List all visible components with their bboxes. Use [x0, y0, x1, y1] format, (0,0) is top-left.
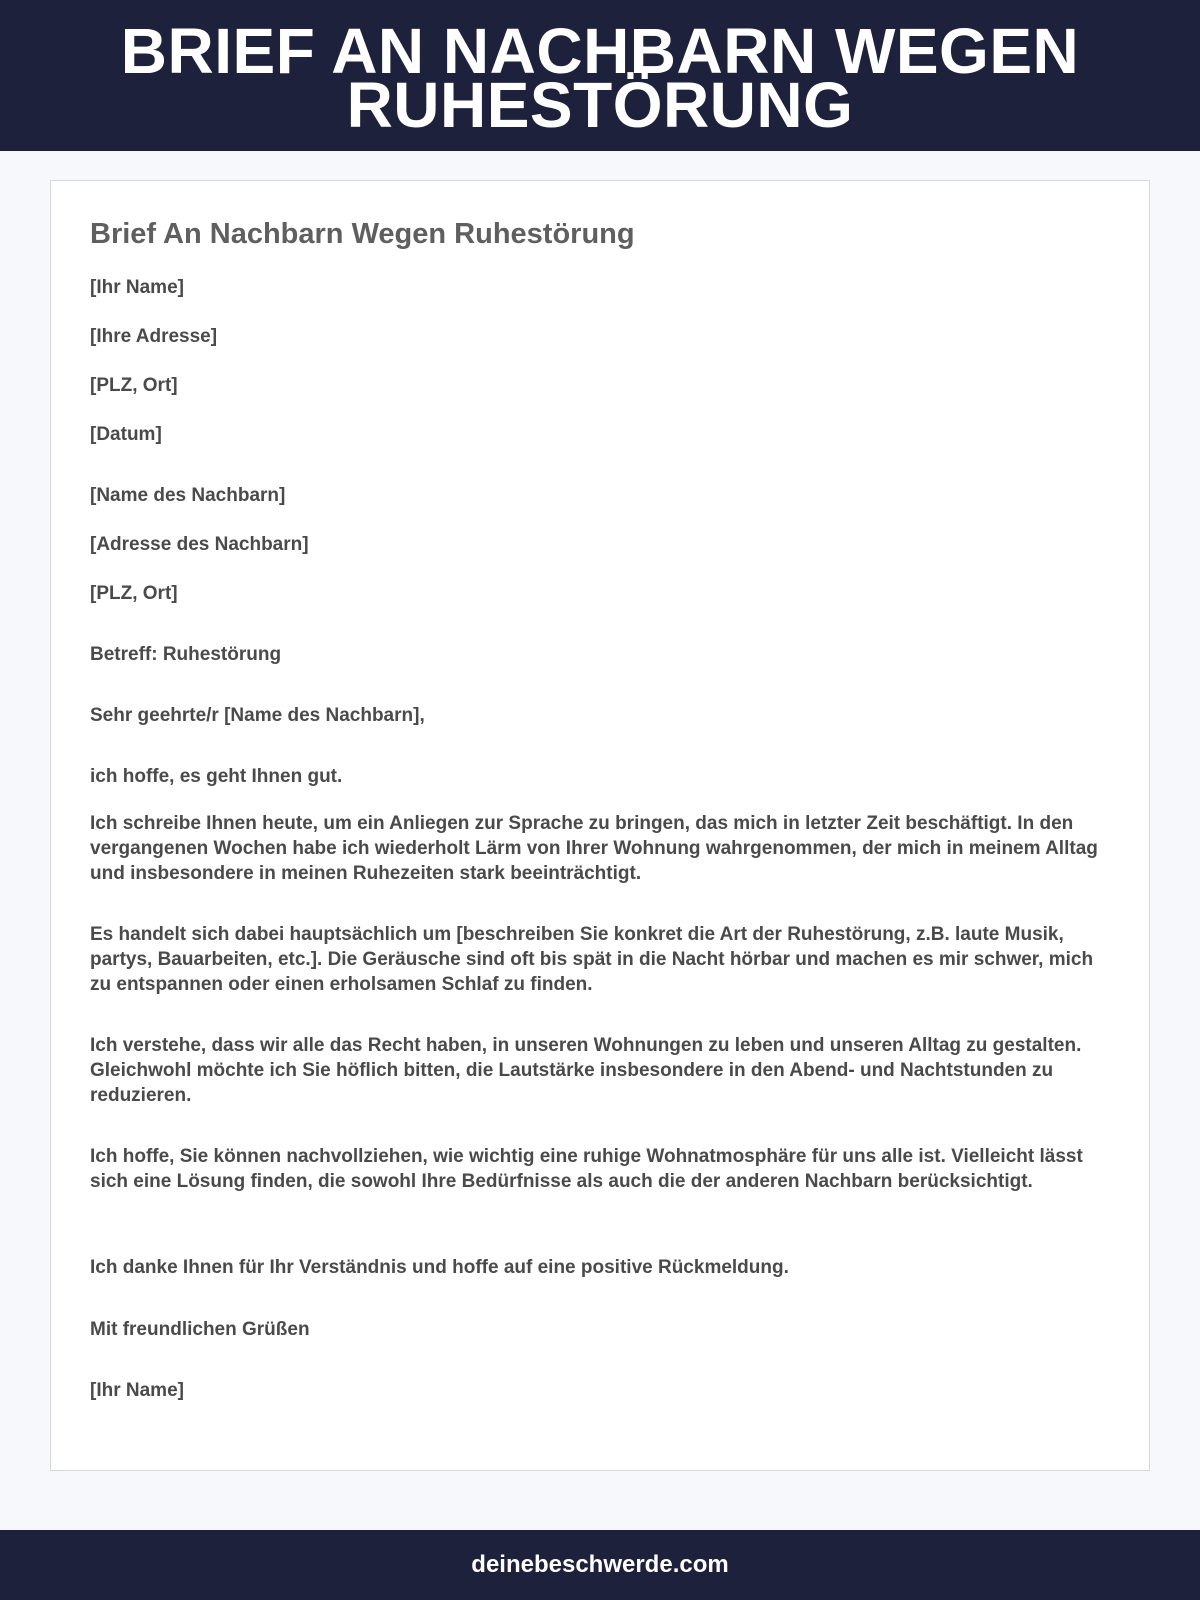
sender-address: [Ihre Adresse] — [90, 326, 218, 347]
letter-paragraph: Ich verstehe, dass wir alle das Recht haben, in unseren Wohnungen zu leben und unseren Alltag zu gestalten. Gleichwohl möchte ich Sie höflich bitten, die Lautstärke insbesondere in den Abend- und Nachtstunden zu reduzieren. — [90, 1035, 1082, 1106]
letter-title: Brief An Nachbarn Wegen Ruhestörung — [90, 218, 635, 250]
sender-name: [Ihr Name] — [90, 277, 184, 298]
page-title: BRIEF AN NACHBARN WEGEN RUHESTÖRUNG — [120, 14, 1080, 141]
letter-paragraph: Es handelt sich dabei hauptsächlich um [beschreiben Sie konkret die Art der Ruhestörung, z.B. laute Musik, partys, Bauarbeiten, etc.]. Die Geräusche sind oft bis spät in die Nacht hörbar und machen es mir schwer, mich zu entspannen oder einen erholsamen Schlaf zu finden. — [90, 924, 1094, 995]
letter-salutation: Sehr geehrte/r [Name des Nachbarn], — [90, 705, 425, 726]
footer-site-link[interactable]: deinebeschwerde.com — [471, 1551, 729, 1578]
letter-paragraph: Ich hoffe, Sie können nachvollziehen, wie wichtig eine ruhige Wohnatmosphäre für uns alle ist. Vielleicht lässt sich eine Lösung finden, die sowohl Ihre Bedürfnisse als auch die der anderen Nachbarn berücksichtigt. — [90, 1146, 1083, 1192]
letter-closing: Mit freundlichen Grüßen — [90, 1319, 310, 1340]
letter-opening: ich hoffe, es geht Ihnen gut. — [90, 766, 343, 787]
recipient-name: [Name des Nachbarn] — [90, 485, 286, 506]
letter-signature: [Ihr Name] — [90, 1380, 184, 1401]
letter-date: [Datum] — [90, 424, 162, 445]
letter-paragraph: Ich danke Ihnen für Ihr Verständnis und hoffe auf eine positive Rückmeldung. — [90, 1257, 789, 1278]
letter-card — [50, 180, 1150, 1471]
recipient-address: [Adresse des Nachbarn] — [90, 534, 309, 555]
letter-subject: Betreff: Ruhestörung — [90, 644, 282, 665]
letter-paragraph: Ich schreibe Ihnen heute, um ein Anliegen zur Sprache zu bringen, das mich in letzter Zeit beschäftigt. In den vergangenen Wochen habe ich wiederholt Lärm von Ihrer Wohnung wahrgenommen, der mich in meinem Alltag und insbesondere in meinen Ruhezeiten stark beeinträchtigt. — [90, 813, 1098, 884]
recipient-city: [PLZ, Ort] — [90, 583, 178, 604]
page-footer — [0, 1530, 1200, 1600]
page-header — [0, 0, 1200, 151]
sender-city: [PLZ, Ort] — [90, 375, 178, 396]
